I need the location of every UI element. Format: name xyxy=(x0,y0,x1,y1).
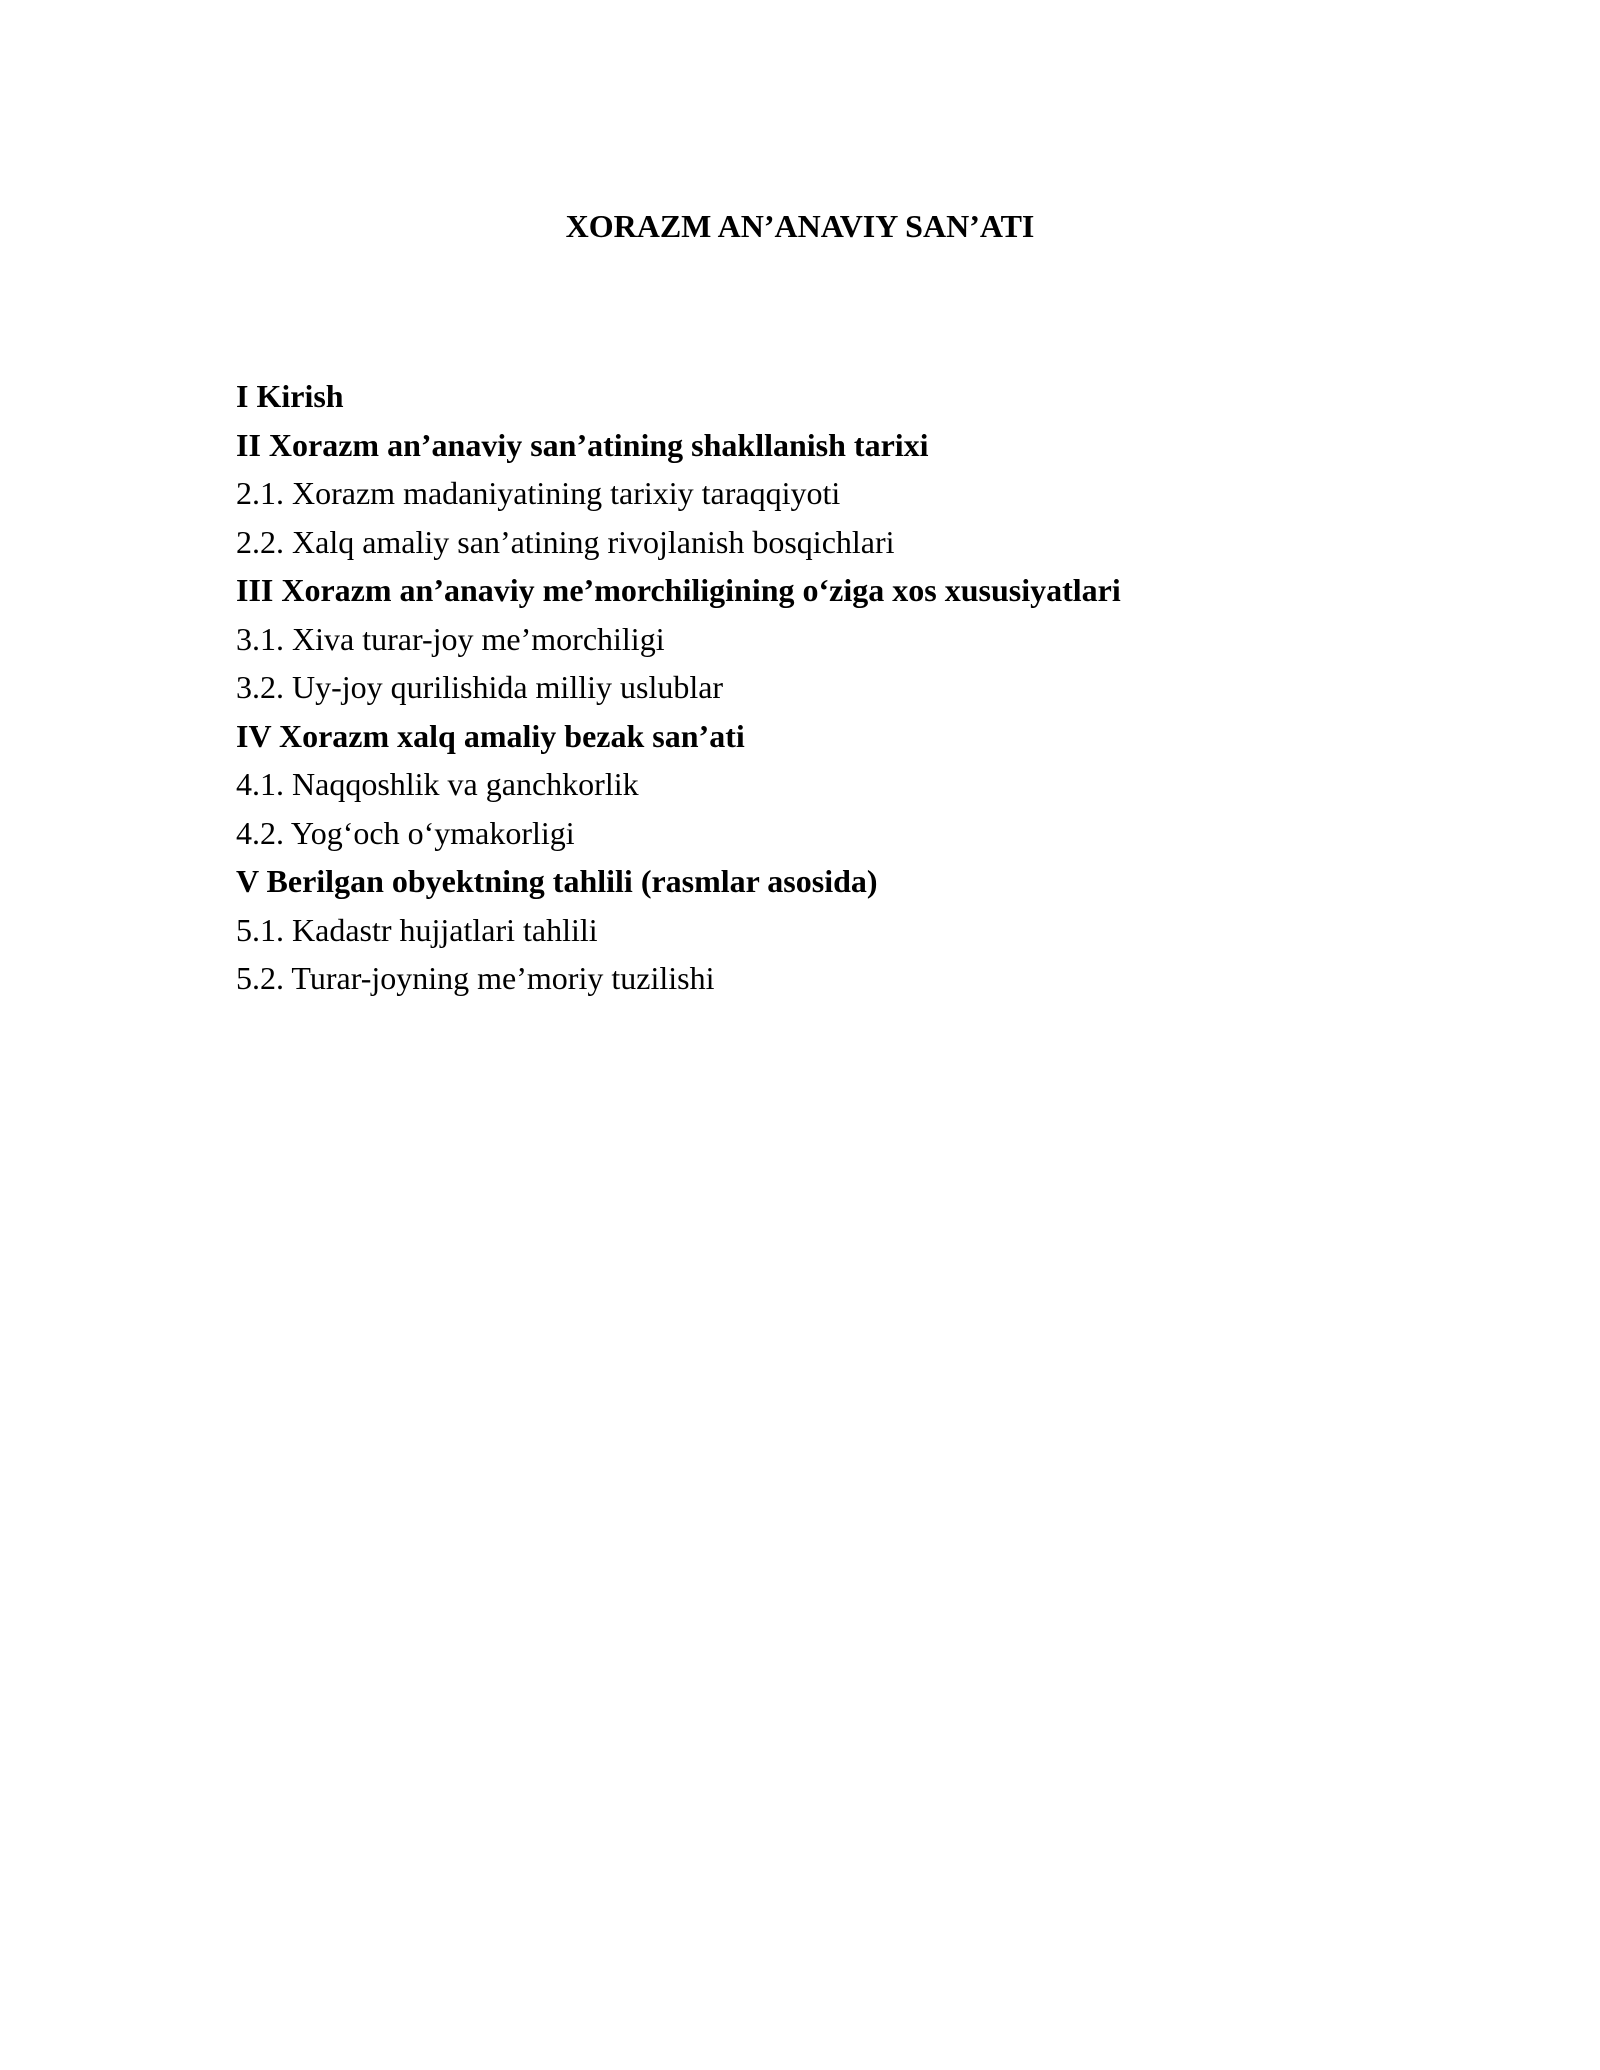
toc-section-5: V Berilgan obyektning tahlili (rasmlar asosida) xyxy=(236,863,878,899)
page-title: XORAZM AN’ANAVIY SAN’ATI xyxy=(565,208,1035,244)
toc-section-4: IV Xorazm xalq amaliy bezak san’ati xyxy=(236,717,745,754)
toc-subsection-4-2: 4.2. Yog‘och o‘ymakorligi xyxy=(236,814,575,851)
toc-subsection-5-2: 5.2. Turar-joyning me’moriy tuzilishi xyxy=(236,960,715,996)
toc-subsection-3-1: 3.1. Xiva turar-joy me’morchiligi xyxy=(236,620,665,657)
table-of-contents xyxy=(236,372,1436,1003)
toc-subsection-4-1: 4.1. Naqqoshlik va ganchkorlik xyxy=(236,766,639,802)
toc-subsection-2-2: 2.2. Xalq amaliy san’atining rivojlanish bosqichlari xyxy=(236,523,895,560)
toc-section-1: I Kirish xyxy=(236,378,344,414)
toc-subsection-5-1: 5.1. Kadastr hujjatlari tahlili xyxy=(236,911,598,948)
toc-section-2: II Xorazm an’anaviy san’atining shakllanish tarixi xyxy=(236,426,929,463)
toc-subsection-3-2: 3.2. Uy-joy qurilishida milliy uslublar xyxy=(236,669,724,705)
toc-section-3: III Xorazm an’anaviy me’morchiligining o‘ziga xos xususiyatlari xyxy=(236,572,1121,608)
toc-subsection-2-1: 2.1. Xorazm madaniyatining tarixiy taraqqiyoti xyxy=(236,475,841,511)
